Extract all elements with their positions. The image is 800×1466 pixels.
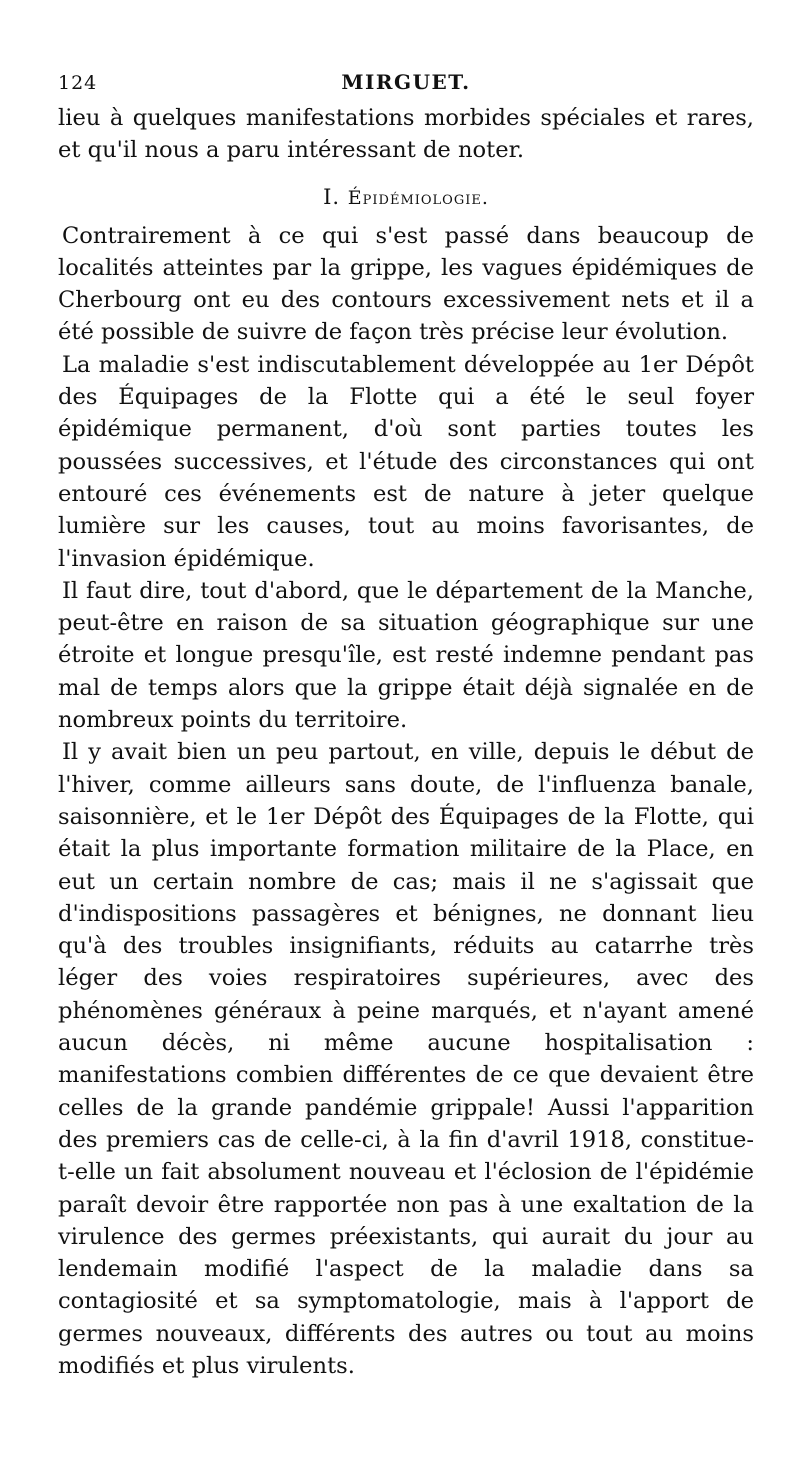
paragraph-3: Il faut dire, tout d'abord, que le département de la Manche, peut-être en raison de sa situation géographique sur une étroite et longue presqu'île, est resté indemne pendant pas mal de temps alors que la grippe était déjà signalée en de nombreux points du territoire. xyxy=(58,577,754,734)
section-number: I. xyxy=(323,184,341,209)
running-head xyxy=(58,58,754,102)
book-page xyxy=(58,58,754,1382)
page-number: 124 xyxy=(58,72,98,94)
running-title: MIRGUET. xyxy=(341,70,471,94)
paragraph-2: La maladie s'est indiscutablement développée au 1er Dépôt des Équipages de la Flotte qui a été le seul foyer épidémique permanent, d'où sont parties toutes les poussées successives, et l'étude des circonstances qui ont entouré ces événements est de nature à jeter quelque lumière sur les causes, tout au moins favorisantes, de l'invasion épidémique. xyxy=(58,351,754,572)
body-text xyxy=(58,102,754,1382)
paragraph-1: Contrairement à ce qui s'est passé dans beaucoup de localités atteintes par la grippe, les vagues épidémiques de Cherbourg ont eu des contours excessivement nets et il a été possible de suivre de façon très précise leur évolution. xyxy=(58,222,754,346)
section-heading xyxy=(58,181,754,214)
opening-paragraph: lieu à quelques manifestations morbides spéciales et rares, et qu'il nous a paru intéressant de noter. xyxy=(58,105,754,164)
paragraph-4: Il y avait bien un peu partout, en ville, depuis le début de l'hiver, comme ailleurs sans doute, de l'influenza banale, saisonnière, et le 1er Dépôt des Équipages de la Flotte, qui était la plus importante formation militaire de la Place, en eut un certain nombre de cas; mais il ne s'agissait que d'indispositions passagères et bénignes, ne donnant lieu qu'à des troubles insignifiants, réduits au catarrhe très léger des voies respiratoires supérieures, avec des phénomènes généraux à peine marqués, et n'ayant amené aucun décès, ni même aucune hospitalisation : manifestations combien différentes de ce que devaient être celles de la grande pandémie grippale! Aussi l'apparition des premiers cas de celle-ci, à la fin d'avril 1918, constitue-t-elle un fait absolument nouveau et l'éclosion de l'épidémie paraît devoir être rapportée non pas à une exaltation de la virulence des germes préexistants, qui aurait du jour au lendemain modifié l'aspect de la maladie dans sa contagiosité et sa symptomatologie, mais à l'apport de germes nouveaux, différents des autres ou tout au moins modifiés et plus virulents. xyxy=(58,739,754,1379)
section-title: Épidémiologie. xyxy=(347,186,489,209)
